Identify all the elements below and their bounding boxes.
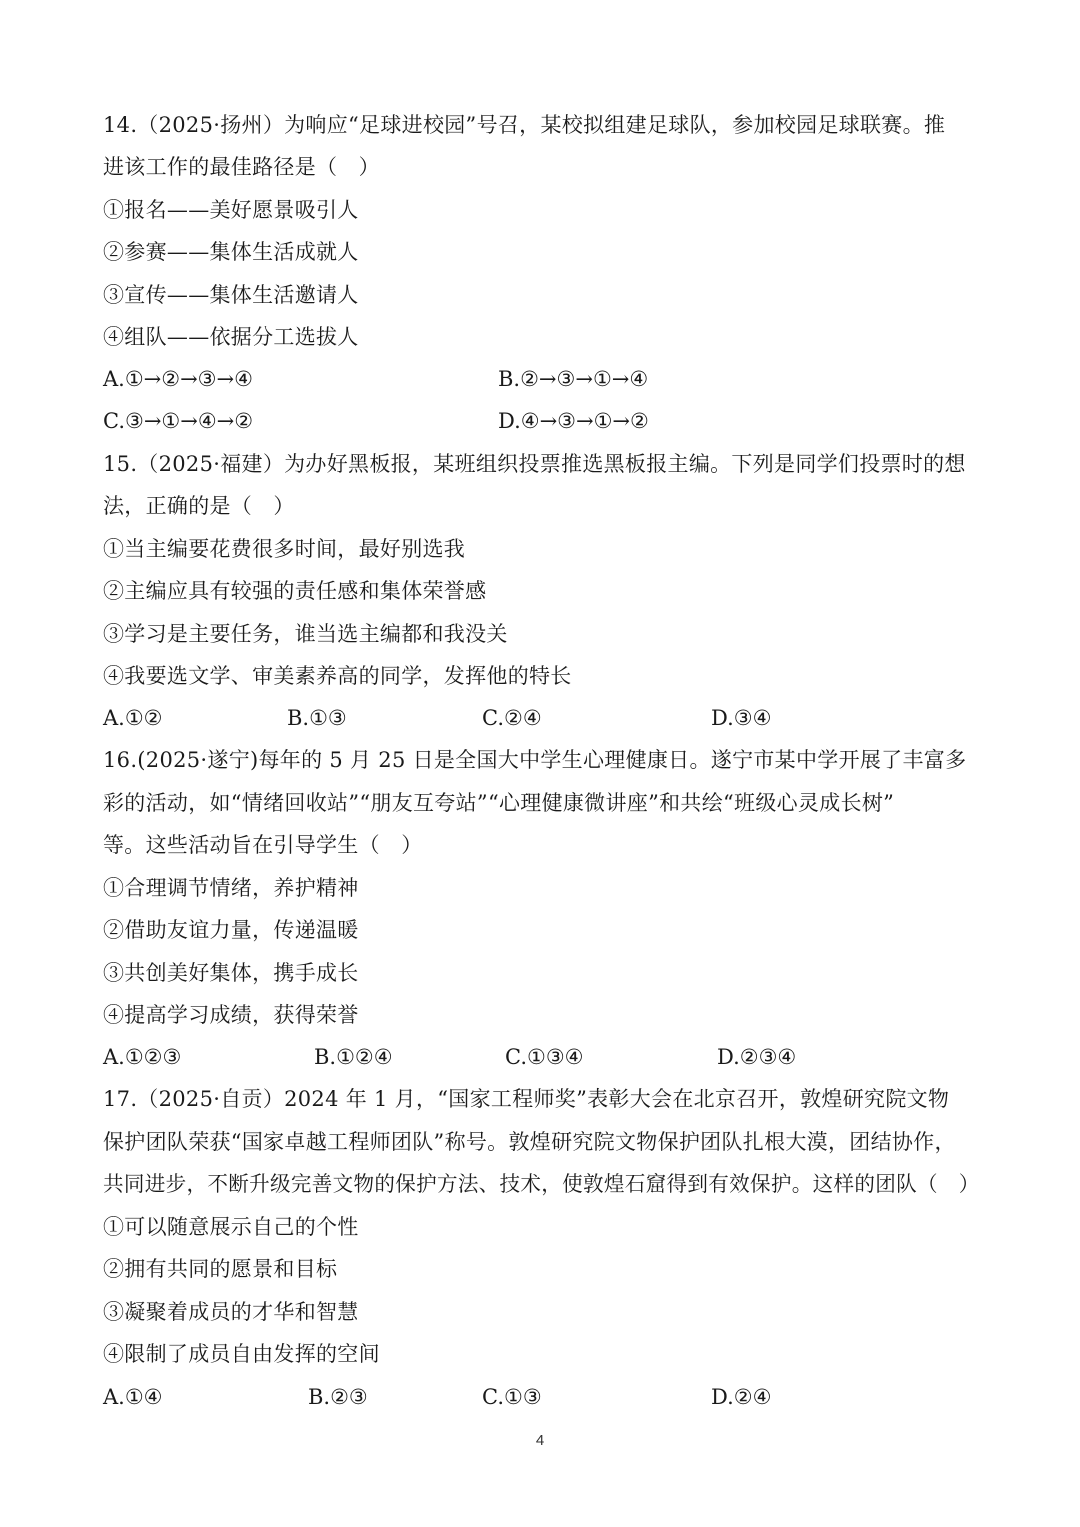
question-14-item-1: ①报名——美好愿景吸引人 xyxy=(103,198,359,222)
question-15-item-1: ①当主编要花费很多时间，最好别选我 xyxy=(103,537,466,561)
question-14-stem-line-2: 进该工作的最佳路径是（ ） xyxy=(103,155,380,179)
question-17-item-1: ①可以随意展示自己的个性 xyxy=(103,1215,359,1239)
question-16-item-2: ②借助友谊力量，传递温暖 xyxy=(103,918,359,942)
question-14-item-3: ③宣传——集体生活邀请人 xyxy=(103,283,359,307)
question-16-option-b: B.①②④ xyxy=(314,1045,393,1069)
question-16-option-a: A.①②③ xyxy=(103,1045,182,1069)
question-14-option-c: C.③→①→④→② xyxy=(103,409,254,433)
question-15-item-4: ④我要选文学、审美素养高的同学，发挥他的特长 xyxy=(103,664,572,688)
question-17-option-a: A.①④ xyxy=(103,1385,163,1409)
question-16-stem-line-2: 彩的活动，如“情绪回收站”“朋友互夸站”“心理健康微讲座”和共绘“班级心灵成长树” xyxy=(103,791,895,815)
question-15-option-c: C.②④ xyxy=(482,706,542,730)
question-16-item-4: ④提高学习成绩，获得荣誉 xyxy=(103,1003,359,1027)
question-15-item-2: ②主编应具有较强的责任感和集体荣誉感 xyxy=(103,579,487,603)
question-17-item-4: ④限制了成员自由发挥的空间 xyxy=(103,1342,380,1366)
question-17-item-2: ②拥有共同的愿景和目标 xyxy=(103,1257,338,1281)
question-15-stem-line-2: 法，正确的是（ ） xyxy=(103,494,295,518)
question-17-stem-line-3: 共同进步，不断升级完善文物的保护方法、技术，使敦煌石窟得到有效保护。这样的团队（ ） xyxy=(103,1172,980,1196)
question-16-item-1: ①合理调节情绪，养护精神 xyxy=(103,876,359,900)
question-15-option-a: A.①② xyxy=(103,706,163,730)
question-15-item-3: ③学习是主要任务，谁当选主编都和我没关 xyxy=(103,622,508,646)
question-15-option-b: B.①③ xyxy=(287,706,347,730)
question-14-option-b: B.②→③→①→④ xyxy=(498,367,649,391)
question-14-item-4: ④组队——依据分工选拔人 xyxy=(103,325,359,349)
question-16-stem-line-1: 16.(2025·遂宁)每年的 5 月 25 日是全国大中学生心理健康日。遂宁市某中学开展了丰富多 xyxy=(103,748,967,772)
question-14-option-a: A.①→②→③→④ xyxy=(103,367,253,391)
question-17-stem-line-1: 17.（2025·自贡）2024 年 1 月，“国家工程师奖”表彰大会在北京召开，敦煌研究院文物 xyxy=(103,1087,950,1111)
question-17-item-3: ③凝聚着成员的才华和智慧 xyxy=(103,1300,359,1324)
question-14-stem-line-1: 14.（2025·扬州）为响应“足球进校园”号召，某校拟组建足球队，参加校园足球联赛。推 xyxy=(103,113,946,137)
question-14-item-2: ②参赛——集体生活成就人 xyxy=(103,240,359,264)
question-16-item-3: ③共创美好集体，携手成长 xyxy=(103,961,359,985)
question-16-option-c: C.①③④ xyxy=(505,1045,584,1069)
question-14-option-d: D.④→③→①→② xyxy=(498,409,649,433)
page-number: 4 xyxy=(535,1432,545,1449)
question-17-option-b: B.②③ xyxy=(308,1385,368,1409)
question-16-stem-line-3: 等。这些活动旨在引导学生（ ） xyxy=(103,833,423,857)
question-15-stem-line-1: 15.（2025·福建）为办好黑板报，某班组织投票推选黑板报主编。下列是同学们投票时的想 xyxy=(103,452,966,476)
question-17-option-d: D.②④ xyxy=(711,1385,772,1409)
question-15-option-d: D.③④ xyxy=(711,706,772,730)
question-17-stem-line-2: 保护团队荣获“国家卓越工程师团队”称号。敦煌研究院文物保护团队扎根大漠，团结协作， xyxy=(103,1130,956,1154)
question-17-option-c: C.①③ xyxy=(482,1385,542,1409)
question-16-option-d: D.②③④ xyxy=(717,1045,797,1069)
